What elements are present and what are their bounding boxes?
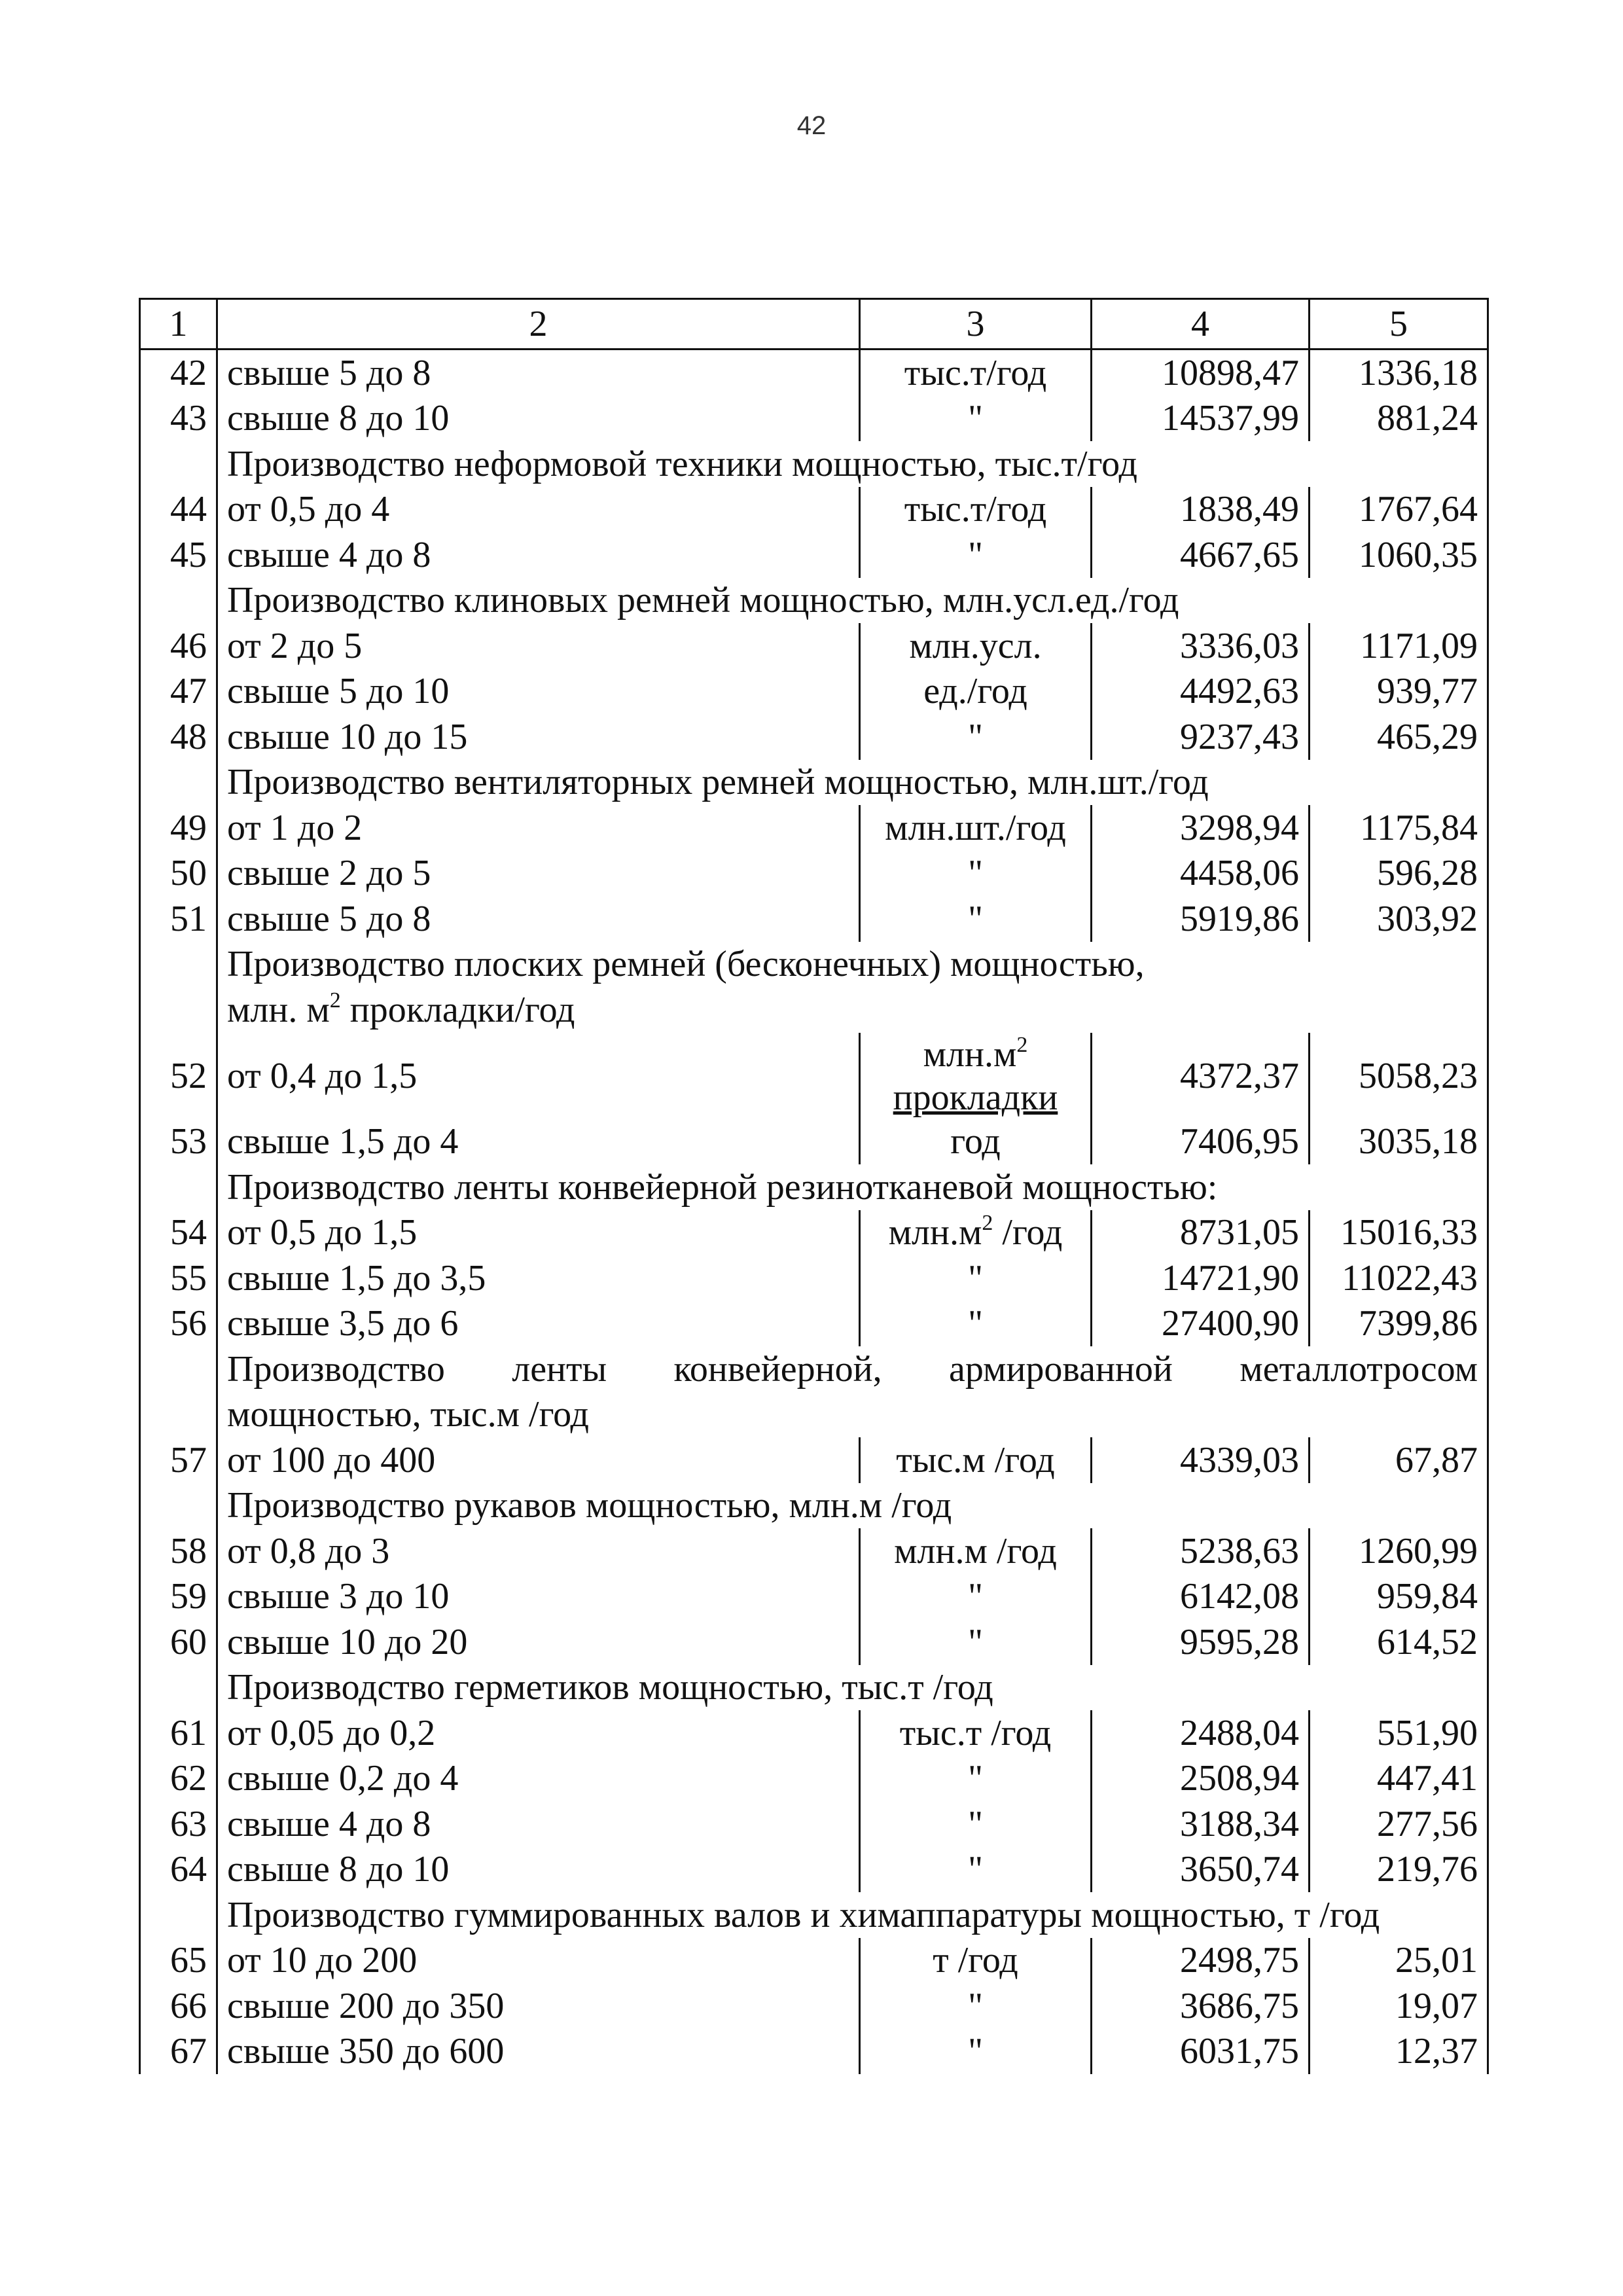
header-col-2: 2 (217, 299, 860, 350)
section-row (140, 1483, 1488, 1529)
header-col-4: 4 (1092, 299, 1310, 350)
row-unit: " (860, 1301, 1092, 1347)
row-number: 59 (140, 1574, 217, 1620)
row-unit: " (860, 1847, 1092, 1893)
row-description: свыше 5 до 8 (217, 350, 860, 396)
row-value-col5: 551,90 (1310, 1710, 1488, 1756)
table-row (140, 1938, 1488, 1984)
unit-bottom: прокладки (893, 1077, 1058, 1118)
row-description: свыше 0,2 до 4 (217, 1756, 860, 1802)
unit-top-text: млн.м (923, 1033, 1017, 1075)
unit-top (893, 1033, 1058, 1076)
row-description: свыше 10 до 15 (217, 714, 860, 760)
superscript: 2 (329, 988, 341, 1013)
row-value-col4: 9595,28 (1092, 1619, 1310, 1665)
section-row (140, 760, 1488, 806)
row-unit: " (860, 1983, 1092, 2029)
row-number: 45 (140, 532, 217, 578)
section-heading: Производство герметиков мощностью, тыс.т /год (217, 1665, 1488, 1711)
row-value-col5: 1171,09 (1310, 623, 1488, 669)
row-value-col4: 3650,74 (1092, 1847, 1310, 1893)
row-value-col5: 1260,99 (1310, 1528, 1488, 1574)
row-unit: " (860, 714, 1092, 760)
section-heading: Производство вентиляторных ремней мощностью, млн.шт./год (217, 760, 1488, 806)
table-row (140, 532, 1488, 578)
row-number: 46 (140, 623, 217, 669)
row-unit: " (860, 1619, 1092, 1665)
table-row (140, 623, 1488, 669)
section-row (140, 441, 1488, 487)
row-description: от 10 до 200 (217, 1938, 860, 1984)
row-unit: тыс.т/год (860, 487, 1092, 533)
row-value-col5: 1175,84 (1310, 805, 1488, 851)
section-row (140, 1665, 1488, 1711)
row-number: 42 (140, 350, 217, 396)
row-value-col5: 5058,23 (1310, 1033, 1488, 1119)
row-value-col4: 4372,37 (1092, 1033, 1310, 1119)
row-number-empty (140, 987, 217, 1033)
row-number: 50 (140, 851, 217, 897)
row-value-col4: 3188,34 (1092, 1801, 1310, 1847)
section-row (140, 942, 1488, 988)
row-description: свыше 8 до 10 (217, 1847, 860, 1893)
row-value-col5: 614,52 (1310, 1619, 1488, 1665)
row-number-empty (140, 1483, 217, 1529)
row-value-col5: 12,37 (1310, 2029, 1488, 2075)
row-unit: тыс.м /год (860, 1437, 1092, 1483)
section-row (140, 1164, 1488, 1210)
row-description: свыше 350 до 600 (217, 2029, 860, 2075)
row-unit: " (860, 851, 1092, 897)
row-description: свыше 4 до 8 (217, 1801, 860, 1847)
row-number: 67 (140, 2029, 217, 2075)
section-heading: Производство гуммированных валов и химаппаратуры мощностью, т /год (217, 1892, 1488, 1938)
row-description: свыше 8 до 10 (217, 396, 860, 442)
row-unit: " (860, 896, 1092, 942)
row-value-col4: 6031,75 (1092, 2029, 1310, 2075)
rates-table (139, 298, 1489, 2074)
row-description: от 0,5 до 1,5 (217, 1210, 860, 1256)
row-unit: " (860, 396, 1092, 442)
table-row (140, 1210, 1488, 1256)
table-row (140, 1119, 1488, 1165)
row-value-col4: 4339,03 (1092, 1437, 1310, 1483)
section-row (140, 1892, 1488, 1938)
row-unit: " (860, 532, 1092, 578)
row-value-col4: 7406,95 (1092, 1119, 1310, 1165)
row-value-col5: 19,07 (1310, 1983, 1488, 2029)
row-description: от 0,05 до 0,2 (217, 1710, 860, 1756)
row-number: 44 (140, 487, 217, 533)
row-description: от 0,5 до 4 (217, 487, 860, 533)
row-value-col4: 27400,90 (1092, 1301, 1310, 1347)
row-unit: " (860, 1255, 1092, 1301)
table-row (140, 1033, 1488, 1119)
row-value-col5: 1060,35 (1310, 532, 1488, 578)
row-unit (860, 1033, 1092, 1119)
row-value-col5: 277,56 (1310, 1801, 1488, 1847)
table-row (140, 1619, 1488, 1665)
row-description: свыше 5 до 8 (217, 896, 860, 942)
row-unit: " (860, 1756, 1092, 1802)
row-value-col5: 881,24 (1310, 396, 1488, 442)
row-number-empty (140, 1392, 217, 1438)
row-value-col4: 8731,05 (1092, 1210, 1310, 1256)
table-row (140, 350, 1488, 396)
table-row (140, 896, 1488, 942)
row-number: 61 (140, 1710, 217, 1756)
table-row (140, 396, 1488, 442)
row-description: свыше 10 до 20 (217, 1619, 860, 1665)
table-row (140, 1437, 1488, 1483)
table-row (140, 669, 1488, 715)
header-col-5: 5 (1310, 299, 1488, 350)
row-description: от 2 до 5 (217, 623, 860, 669)
table-row (140, 1528, 1488, 1574)
row-unit: " (860, 1574, 1092, 1620)
row-description: свыше 1,5 до 4 (217, 1119, 860, 1165)
row-number: 60 (140, 1619, 217, 1665)
row-value-col5: 465,29 (1310, 714, 1488, 760)
section-heading: Производство ленты конвейерной резинотканевой мощностью: (217, 1164, 1488, 1210)
row-description: свыше 5 до 10 (217, 669, 860, 715)
row-unit: год (860, 1119, 1092, 1165)
row-value-col4: 5238,63 (1092, 1528, 1310, 1574)
row-description: от 100 до 400 (217, 1437, 860, 1483)
row-number: 66 (140, 1983, 217, 2029)
row-number-empty (140, 1665, 217, 1711)
table-row (140, 1983, 1488, 2029)
section-heading-part: млн. м (227, 989, 330, 1030)
row-value-col5: 1767,64 (1310, 487, 1488, 533)
row-number: 65 (140, 1938, 217, 1984)
row-number: 49 (140, 805, 217, 851)
row-description: свыше 200 до 350 (217, 1983, 860, 2029)
page-number: 42 (796, 111, 827, 140)
row-value-col4: 4458,06 (1092, 851, 1310, 897)
section-heading-part: прокладки/год (340, 989, 575, 1030)
row-number-empty (140, 1164, 217, 1210)
section-row (140, 578, 1488, 624)
row-number: 62 (140, 1756, 217, 1802)
row-unit: ед./год (860, 669, 1092, 715)
row-number-empty (140, 942, 217, 988)
table-row (140, 1574, 1488, 1620)
row-value-col5: 596,28 (1310, 851, 1488, 897)
row-unit: млн.усл. (860, 623, 1092, 669)
row-number: 63 (140, 1801, 217, 1847)
row-number: 54 (140, 1210, 217, 1256)
row-value-col5: 7399,86 (1310, 1301, 1488, 1347)
row-description: от 1 до 2 (217, 805, 860, 851)
row-value-col4: 2488,04 (1092, 1710, 1310, 1756)
table-row (140, 1301, 1488, 1347)
row-value-col4: 6142,08 (1092, 1574, 1310, 1620)
header-row (140, 299, 1488, 350)
row-value-col5: 3035,18 (1310, 1119, 1488, 1165)
table-row (140, 851, 1488, 897)
row-value-col4: 1838,49 (1092, 487, 1310, 533)
table-row (140, 714, 1488, 760)
section-heading: Производство неформовой техники мощностью, тыс.т/год (217, 441, 1488, 487)
row-value-col4: 9237,43 (1092, 714, 1310, 760)
table-row (140, 1801, 1488, 1847)
section-heading: Производство плоских ремней (бесконечных) мощностью, (217, 942, 1488, 988)
row-value-col4: 4667,65 (1092, 532, 1310, 578)
unit-stack (893, 1033, 1058, 1119)
row-number-empty (140, 1892, 217, 1938)
row-number: 48 (140, 714, 217, 760)
row-number: 51 (140, 896, 217, 942)
row-value-col4: 3686,75 (1092, 1983, 1310, 2029)
table-row (140, 1255, 1488, 1301)
table-row (140, 1847, 1488, 1893)
table-row (140, 487, 1488, 533)
row-value-col4: 4492,63 (1092, 669, 1310, 715)
unit-part: млн.м (888, 1212, 982, 1253)
row-description: свыше 1,5 до 3,5 (217, 1255, 860, 1301)
row-description: свыше 3 до 10 (217, 1574, 860, 1620)
table-row (140, 1710, 1488, 1756)
row-number-empty (140, 441, 217, 487)
row-description: свыше 3,5 до 6 (217, 1301, 860, 1347)
section-row (140, 1346, 1488, 1392)
row-number-empty (140, 578, 217, 624)
row-value-col4: 10898,47 (1092, 350, 1310, 396)
row-value-col4: 2508,94 (1092, 1756, 1310, 1802)
row-value-col5: 15016,33 (1310, 1210, 1488, 1256)
superscript: 2 (1016, 1032, 1028, 1057)
row-unit: т /год (860, 1938, 1092, 1984)
superscript: 2 (982, 1211, 993, 1236)
unit-part: /год (993, 1212, 1063, 1253)
row-number: 64 (140, 1847, 217, 1893)
section-row (140, 987, 1488, 1033)
row-unit: млн.м /год (860, 1528, 1092, 1574)
row-unit: тыс.т/год (860, 350, 1092, 396)
row-value-col4: 5919,86 (1092, 896, 1310, 942)
table-row (140, 2029, 1488, 2075)
section-heading: мощностью, тыс.м /год (217, 1392, 1488, 1438)
row-number: 53 (140, 1119, 217, 1165)
row-value-col4: 14537,99 (1092, 396, 1310, 442)
row-number: 58 (140, 1528, 217, 1574)
row-value-col4: 3336,03 (1092, 623, 1310, 669)
row-number: 55 (140, 1255, 217, 1301)
row-value-col5: 447,41 (1310, 1756, 1488, 1802)
row-unit (860, 1210, 1092, 1256)
row-value-col5: 959,84 (1310, 1574, 1488, 1620)
row-value-col5: 25,01 (1310, 1938, 1488, 1984)
section-heading: Производство клиновых ремней мощностью, млн.усл.ед./год (217, 578, 1488, 624)
header-col-3: 3 (860, 299, 1092, 350)
table-row (140, 1756, 1488, 1802)
row-number: 56 (140, 1301, 217, 1347)
row-value-col5: 939,77 (1310, 669, 1488, 715)
section-heading: Производство ленты конвейерной, армированной металлотросом (217, 1346, 1488, 1392)
row-value-col5: 67,87 (1310, 1437, 1488, 1483)
row-unit: " (860, 2029, 1092, 2075)
row-value-col4: 14721,90 (1092, 1255, 1310, 1301)
row-value-col5: 219,76 (1310, 1847, 1488, 1893)
row-description: от 0,4 до 1,5 (217, 1033, 860, 1119)
row-unit: тыс.т /год (860, 1710, 1092, 1756)
row-value-col5: 11022,43 (1310, 1255, 1488, 1301)
row-unit: " (860, 1801, 1092, 1847)
section-heading: Производство рукавов мощностью, млн.м /год (217, 1483, 1488, 1529)
header-col-1: 1 (140, 299, 217, 350)
row-description: свыше 4 до 8 (217, 532, 860, 578)
row-number: 57 (140, 1437, 217, 1483)
row-unit: млн.шт./год (860, 805, 1092, 851)
row-number: 43 (140, 396, 217, 442)
row-value-col5: 303,92 (1310, 896, 1488, 942)
row-description: от 0,8 до 3 (217, 1528, 860, 1574)
row-value-col4: 2498,75 (1092, 1938, 1310, 1984)
row-description: свыше 2 до 5 (217, 851, 860, 897)
row-value-col5: 1336,18 (1310, 350, 1488, 396)
section-row (140, 1392, 1488, 1438)
row-number-empty (140, 760, 217, 806)
row-number-empty (140, 1346, 217, 1392)
row-number: 47 (140, 669, 217, 715)
row-value-col4: 3298,94 (1092, 805, 1310, 851)
table-row (140, 805, 1488, 851)
row-number: 52 (140, 1033, 217, 1119)
section-heading (217, 987, 1488, 1033)
